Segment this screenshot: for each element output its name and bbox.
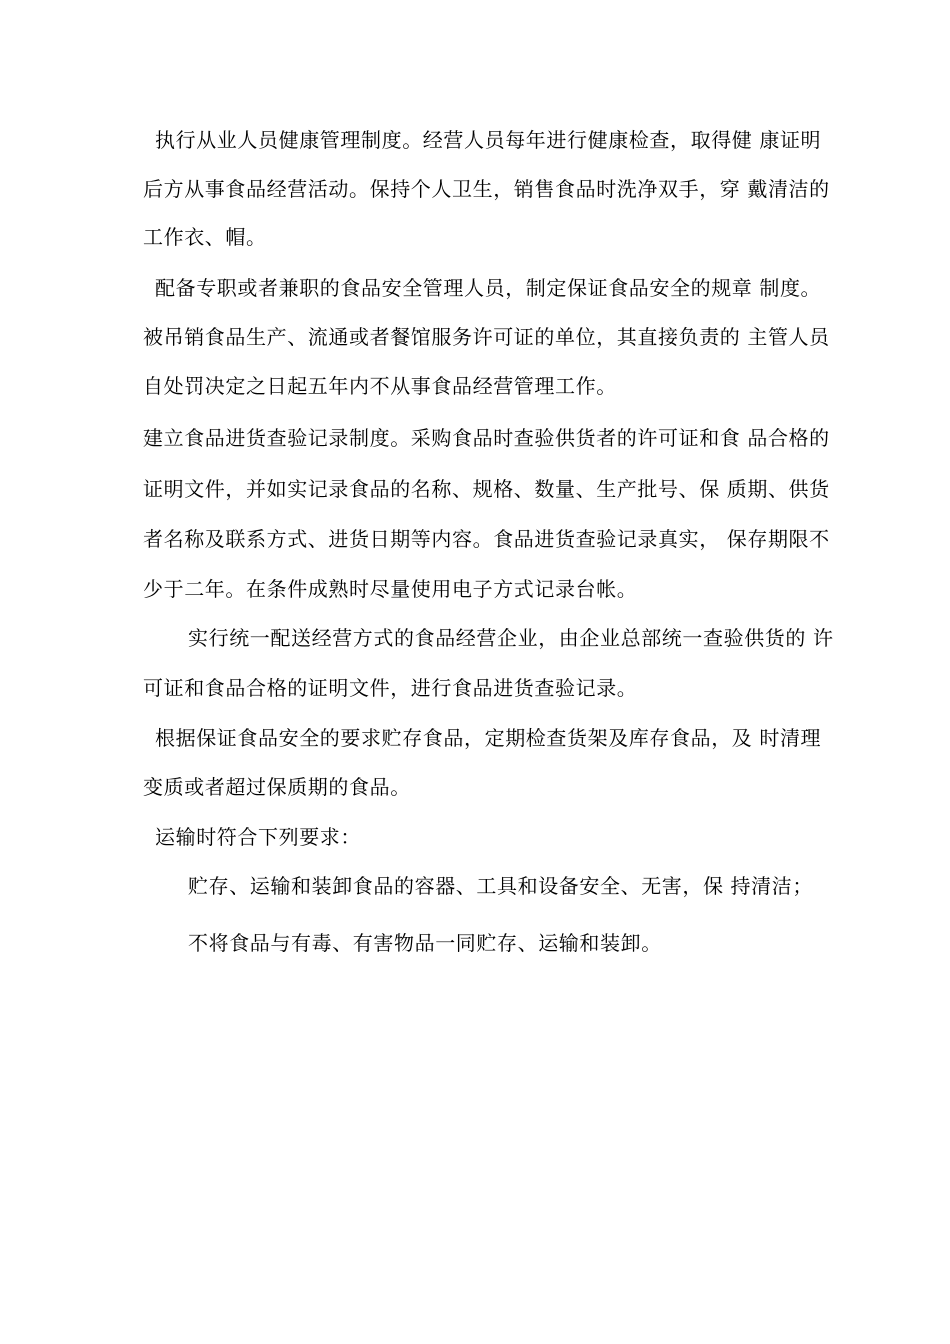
paragraph-inspection-line-3: 者名称及联系方式、进货日期等内容。食品进货查验记录真实， 保存期限不 — [143, 527, 830, 551]
paragraph-inspection-line-1: 建立食品进货查验记录制度。采购食品时查验供货者的许可证和食 品合格的 — [143, 426, 830, 450]
paragraph-manager-line-1: 配备专职或者兼职的食品安全管理人员，制定保证食品安全的规章 制度。 — [155, 276, 822, 300]
paragraph-manager-line-3: 自处罚决定之日起五年内不从事食品经营管理工作。 — [143, 374, 617, 398]
paragraph-inspection-line-2: 证明文件，并如实记录食品的名称、规格、数量、生产批号、保 质期、供货 — [143, 477, 830, 501]
paragraph-health-line-2: 后方从事食品经营活动。保持个人卫生，销售食品时洗净双手，穿 戴清洁的 — [143, 177, 830, 201]
paragraph-storage-line-1: 根据保证食品安全的要求贮存食品，定期检查货架及库存食品，及 时清理 — [155, 726, 822, 750]
paragraph-health-line-1: 执行从业人员健康管理制度。经营人员每年进行健康检查，取得健 康证明 — [155, 128, 822, 152]
transport-requirement-2: 不将食品与有毒、有害物品一同贮存、运输和装卸。 — [188, 931, 662, 955]
paragraph-distribution-line-2: 可证和食品合格的证明文件，进行食品进货查验记录。 — [143, 676, 638, 700]
paragraph-storage-line-2: 变质或者超过保质期的食品。 — [143, 775, 411, 799]
paragraph-health-line-3: 工作衣、帽。 — [143, 225, 267, 249]
transport-requirement-1: 贮存、运输和装卸食品的容器、工具和设备安全、无害，保 持清洁； — [188, 874, 813, 898]
paragraph-manager-line-2: 被吊销食品生产、流通或者餐馆服务许可证的单位，其直接负责的 主管人员 — [143, 325, 830, 349]
paragraph-inspection-line-4: 少于二年。在条件成熟时尽量使用电子方式记录台帐。 — [143, 577, 638, 601]
paragraph-transport-heading: 运输时符合下列要求： — [155, 825, 361, 849]
paragraph-distribution-line-1: 实行统一配送经营方式的食品经营企业，由企业总部统一查验供货的 许 — [188, 626, 834, 650]
